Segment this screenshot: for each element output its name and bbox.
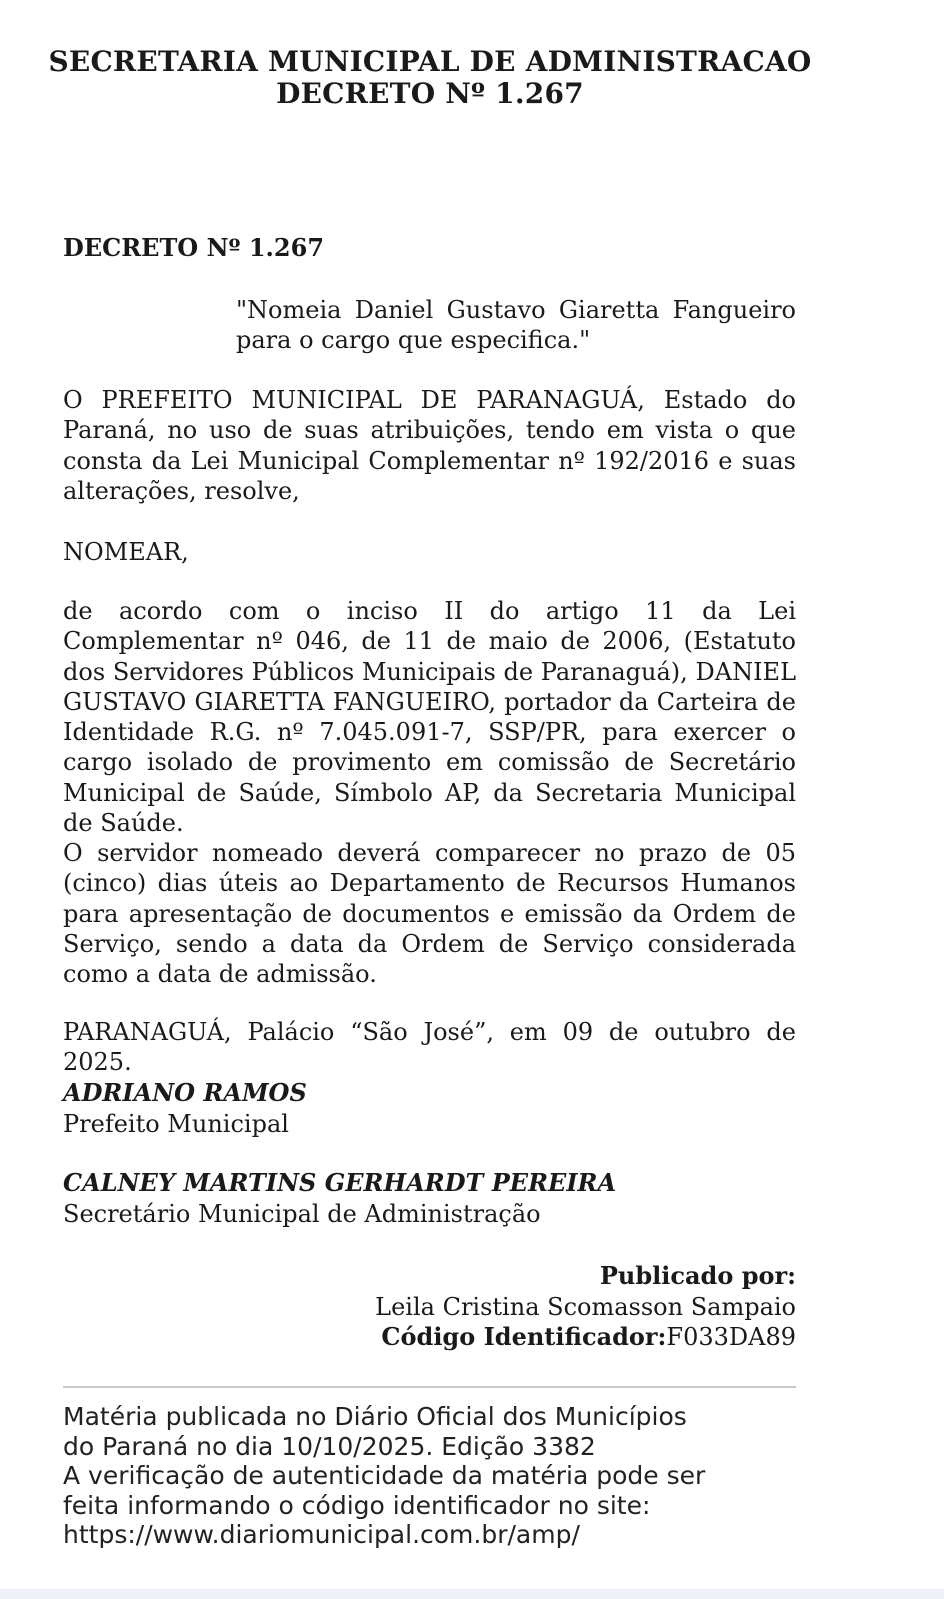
document-header xyxy=(0,46,860,110)
header-decree-number: DECRETO Nº 1.267 xyxy=(276,77,584,110)
signatory-name-secretary: CALNEY MARTINS GERHARDT PEREIRA xyxy=(63,1168,617,1197)
bottom-strip xyxy=(0,1589,944,1599)
publication-code xyxy=(375,1322,796,1353)
footer-url-link[interactable]: https://www.diariomunicipal.com.br/amp/ xyxy=(63,1520,580,1549)
publication-label: Publicado por: xyxy=(599,1261,796,1290)
signatory-role-secretary: Secretário Municipal de Administração xyxy=(63,1200,541,1228)
decree-title: DECRETO Nº 1.267 xyxy=(63,233,325,262)
publication-code-label: Código Identificador: xyxy=(381,1322,667,1351)
decree-action: NOMEAR, xyxy=(63,538,189,566)
footer-line: A verificação de autenticidade da matéria pode ser xyxy=(63,1461,706,1490)
header-secretariat: SECRETARIA MUNICIPAL DE ADMINISTRACAO xyxy=(48,45,812,78)
decree-ementa: "Nomeia Daniel Gustavo Giaretta Fangueiro para o cargo que especifica." xyxy=(236,296,796,355)
publication-publisher: Leila Cristina Scomasson Sampaio xyxy=(375,1292,796,1321)
publication-code-value: F033DA89 xyxy=(666,1323,796,1351)
footer-line: do Paraná no dia 10/10/2025. Edição 3382 xyxy=(63,1431,596,1461)
footer-line: feita informando o código identificador no site: xyxy=(63,1490,651,1520)
decree-preamble: O PREFEITO MUNICIPAL DE PARANAGUÁ, Estado do Paraná, no uso de suas atribuições, tendo em vista o que consta da Lei Municipal Complementar nº 192/2016 e suas alterações, resolve, xyxy=(63,386,796,505)
publication-footer xyxy=(63,1402,823,1550)
signatory-role-mayor: Prefeito Municipal xyxy=(63,1110,289,1138)
signatory-name-mayor: ADRIANO RAMOS xyxy=(63,1078,307,1107)
footer-divider xyxy=(63,1386,796,1388)
decree-place-date: PARANAGUÁ, Palácio “São José”, em 09 de outubro de 2025. xyxy=(63,1018,796,1077)
decree-body: de acordo com o inciso II do artigo 11 da Lei Complementar nº 046, de 11 de maio de 2006, (Estatuto dos Servidores Públicos Municipais de Paranaguá), DANIEL GUSTAVO GIARETTA FANGUEIRO, portador da Carteira de Identidade R.G. nº 7.045.091-7, SSP/PR, para exercer o cargo isolado de provimento em comissão de Secretário Municipal de Saúde, Símbolo AP, da Secretaria Municipal de Saúde. xyxy=(63,597,796,838)
footer-line: Matéria publicada no Diário Oficial dos Municípios xyxy=(63,1402,687,1431)
decree-instruction: O servidor nomeado deverá comparecer no prazo de 05 (cinco) dias úteis ao Departamento de Recursos Humanos para apresentação de documentos e emissão da Ordem de Serviço, sendo a data da Ordem de Serviço considerada como a data de admissão. xyxy=(63,839,796,989)
publication-block xyxy=(375,1261,796,1353)
